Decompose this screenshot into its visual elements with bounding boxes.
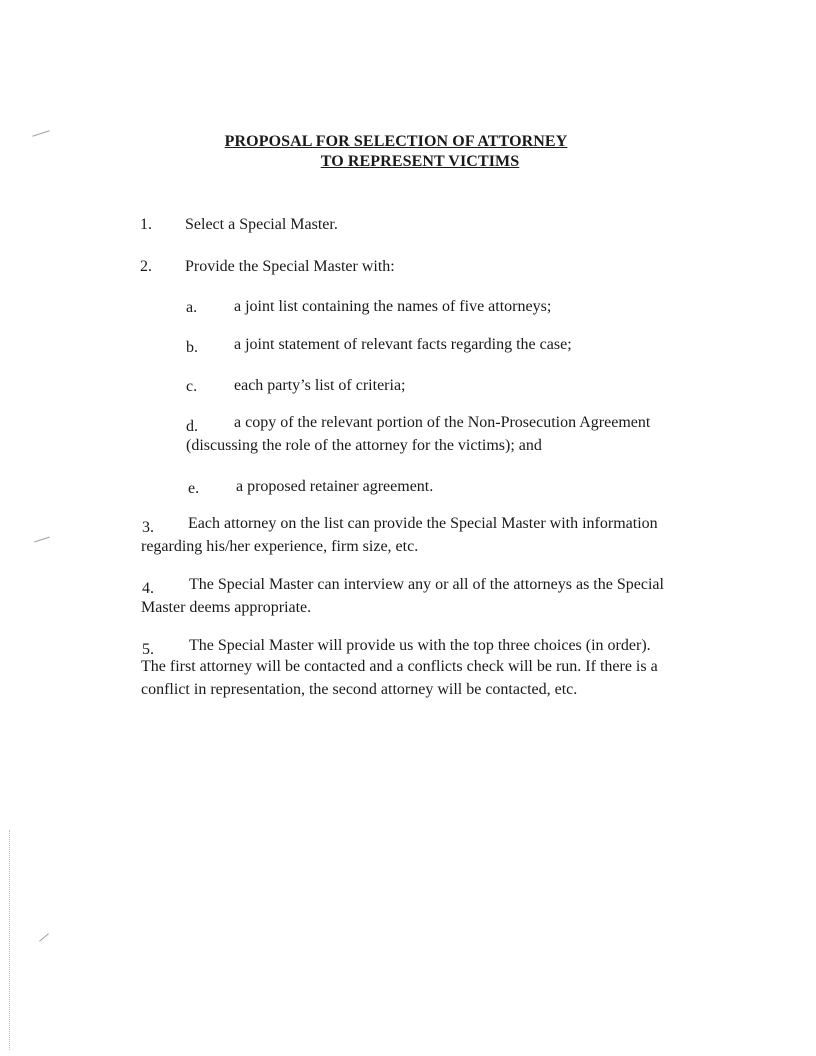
scan-edge-line bbox=[9, 830, 10, 1050]
subitem-letter: e. bbox=[188, 480, 200, 497]
item-number: 1. bbox=[140, 216, 152, 233]
paragraph-line1: The Special Master can interview any or all of the attorneys as the Special bbox=[189, 576, 664, 593]
item-number: 2. bbox=[140, 258, 152, 275]
subitem-text: a proposed retainer agreement. bbox=[236, 478, 434, 495]
subitem-text-line1: a copy of the relevant portion of the Non-Prosecution Agreement bbox=[234, 414, 651, 431]
paragraph-number: 3. bbox=[142, 519, 154, 536]
item-text: Provide the Special Master with: bbox=[185, 258, 395, 275]
subitem-text: a joint statement of relevant facts regarding the case; bbox=[234, 336, 572, 353]
document-title-line2: TO REPRESENT VICTIMS bbox=[320, 153, 520, 170]
subitem-letter: a. bbox=[186, 299, 198, 316]
subitem-letter: d. bbox=[186, 418, 198, 435]
subitem-text: a joint list containing the names of five attorneys; bbox=[234, 298, 552, 315]
paragraph-line1: Each attorney on the list can provide the Special Master with information bbox=[188, 515, 658, 532]
scan-mark bbox=[34, 537, 50, 543]
paragraph-line2: regarding his/her experience, firm size, etc. bbox=[141, 538, 419, 555]
subitem-text: each party’s list of criteria; bbox=[234, 377, 406, 394]
document-title-line1: PROPOSAL FOR SELECTION OF ATTORNEY bbox=[224, 133, 568, 150]
subitem-letter: c. bbox=[186, 378, 198, 395]
paragraph-line3: conflict in representation, the second attorney will be contacted, etc. bbox=[141, 681, 578, 698]
paragraph-line2: Master deems appropriate. bbox=[141, 599, 312, 616]
paragraph-line1: The Special Master will provide us with the top three choices (in order). bbox=[189, 637, 651, 654]
paragraph-number: 5. bbox=[142, 641, 154, 658]
paragraph-number: 4. bbox=[142, 580, 154, 597]
subitem-letter: b. bbox=[186, 339, 198, 356]
scan-mark bbox=[39, 933, 49, 941]
subitem-text-line2: (discussing the role of the attorney for the victims); and bbox=[186, 437, 542, 454]
paragraph-line2: The first attorney will be contacted and a conflicts check will be run. If there is a bbox=[141, 658, 658, 675]
item-text: Select a Special Master. bbox=[185, 216, 338, 233]
